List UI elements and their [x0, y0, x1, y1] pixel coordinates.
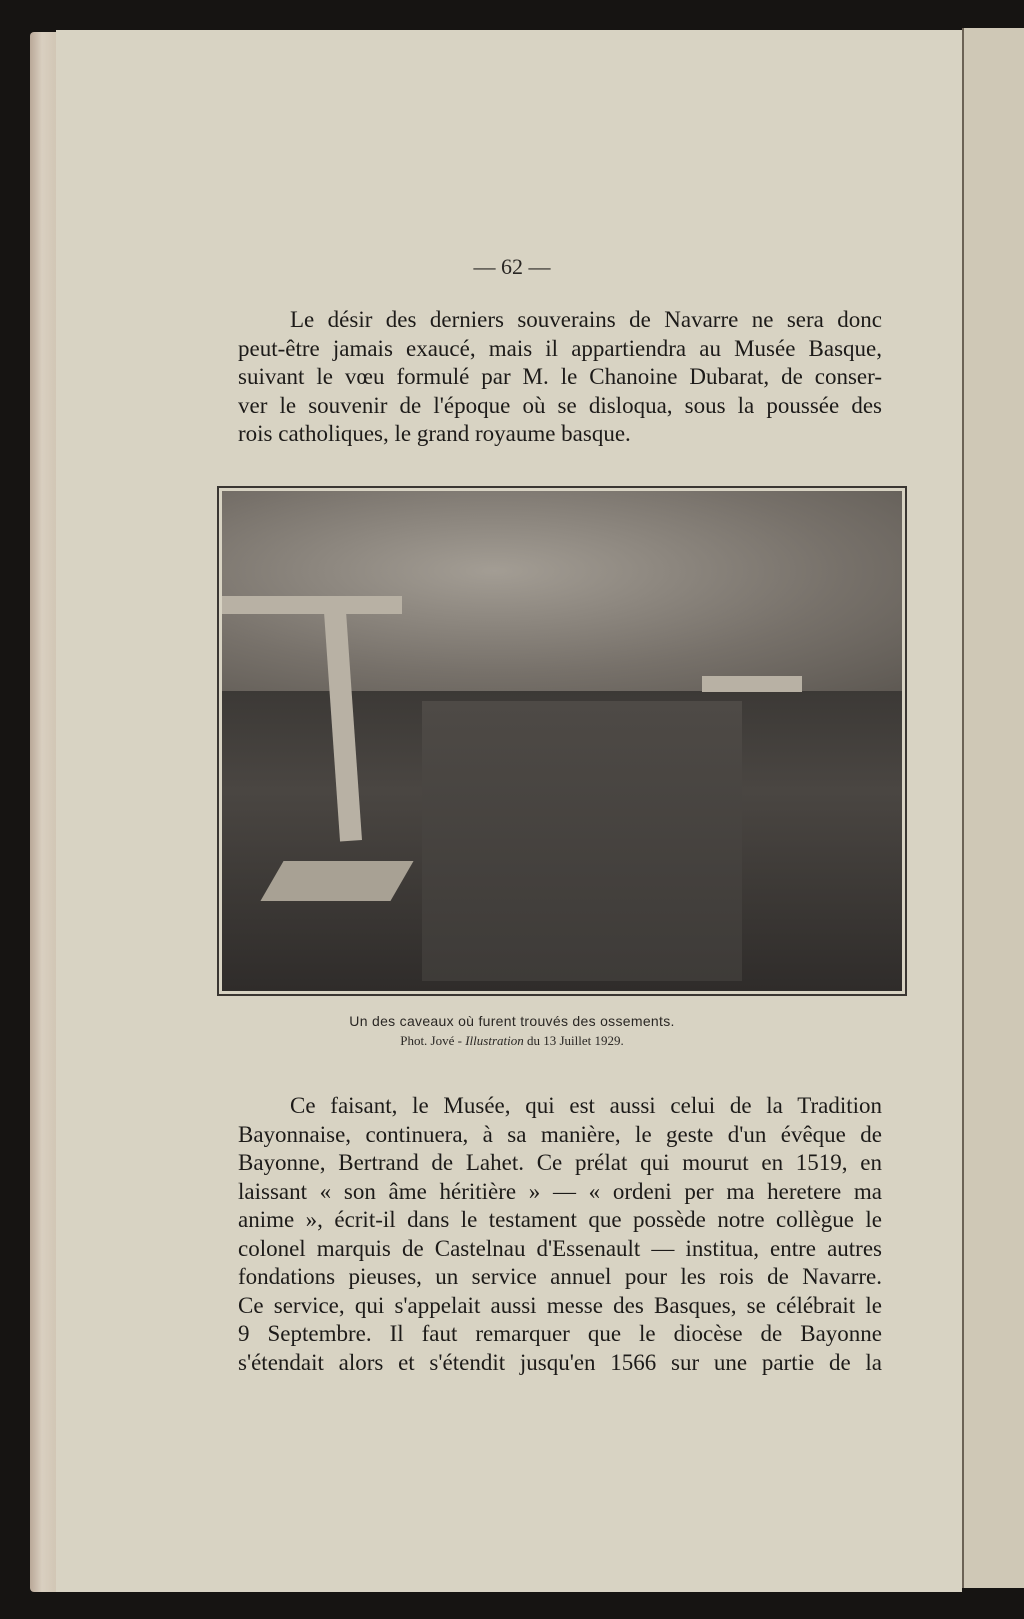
stone-slab — [260, 861, 413, 901]
text-line: 9 Septembre. Il faut remarquer que le diocèse de Bayonne — [238, 1321, 882, 1346]
text-line: Bayonnaise, continuera, à sa manière, le geste d'un évêque de — [238, 1121, 882, 1147]
text-line: anime », écrit-il dans le testament que possède notre collègue le — [238, 1207, 882, 1232]
text-line: Bayonne, Bertrand de Lahet. Ce prélat qui mourut en 1519, en — [238, 1150, 882, 1175]
page-number: — 62 — — [473, 254, 551, 279]
text-line: ver le souvenir de l'époque où se disloqua, sous la poussée des — [238, 392, 882, 418]
text-line: colonel marquis de Castelnau d'Essenault — institua, entre autres — [238, 1235, 882, 1261]
crypt-photograph — [217, 486, 907, 996]
text-line: fondations pieuses, un service annuel pour les rois de Navarre. — [238, 1264, 882, 1289]
photo-caption: Un des caveaux où furent trouvés des ossements. — [349, 1013, 675, 1029]
paragraph-2 — [238, 1092, 882, 1377]
text-line: Le désir des derniers souverains de Navarre ne sera donc — [290, 307, 882, 332]
text-line: s'étendait alors et s'étendit jusqu'en 1566 sur une partie de la — [238, 1349, 882, 1375]
photo-credit — [0, 1033, 1024, 1049]
text-line: suivant le vœu formulé par M. le Chanoine Dubarat, de conser- — [238, 364, 882, 389]
credit-prefix: Phot. Jové - — [400, 1033, 466, 1048]
credit-publication: Illustration — [465, 1033, 524, 1048]
text-line: peut-être jamais exaucé, mais il appartiendra au Musée Basque, — [238, 335, 882, 361]
wooden-plank — [702, 676, 802, 692]
text-line: Ce service, qui s'appelait aussi messe des Basques, se célébrait le — [238, 1292, 882, 1318]
text-line: Ce faisant, le Musée, qui est aussi celui de la Tradition — [290, 1093, 882, 1118]
stone-wall — [222, 491, 902, 691]
wooden-beam — [222, 596, 402, 614]
text-line: laissant « son âme héritière » — « ordeni per ma heretere ma — [238, 1178, 882, 1204]
paragraph-1 — [238, 306, 882, 449]
text-line: rois catholiques, le grand royaume basque. — [238, 421, 631, 446]
crypt-floor — [422, 701, 742, 981]
credit-date: du 13 Juillet 1929. — [523, 1033, 624, 1048]
